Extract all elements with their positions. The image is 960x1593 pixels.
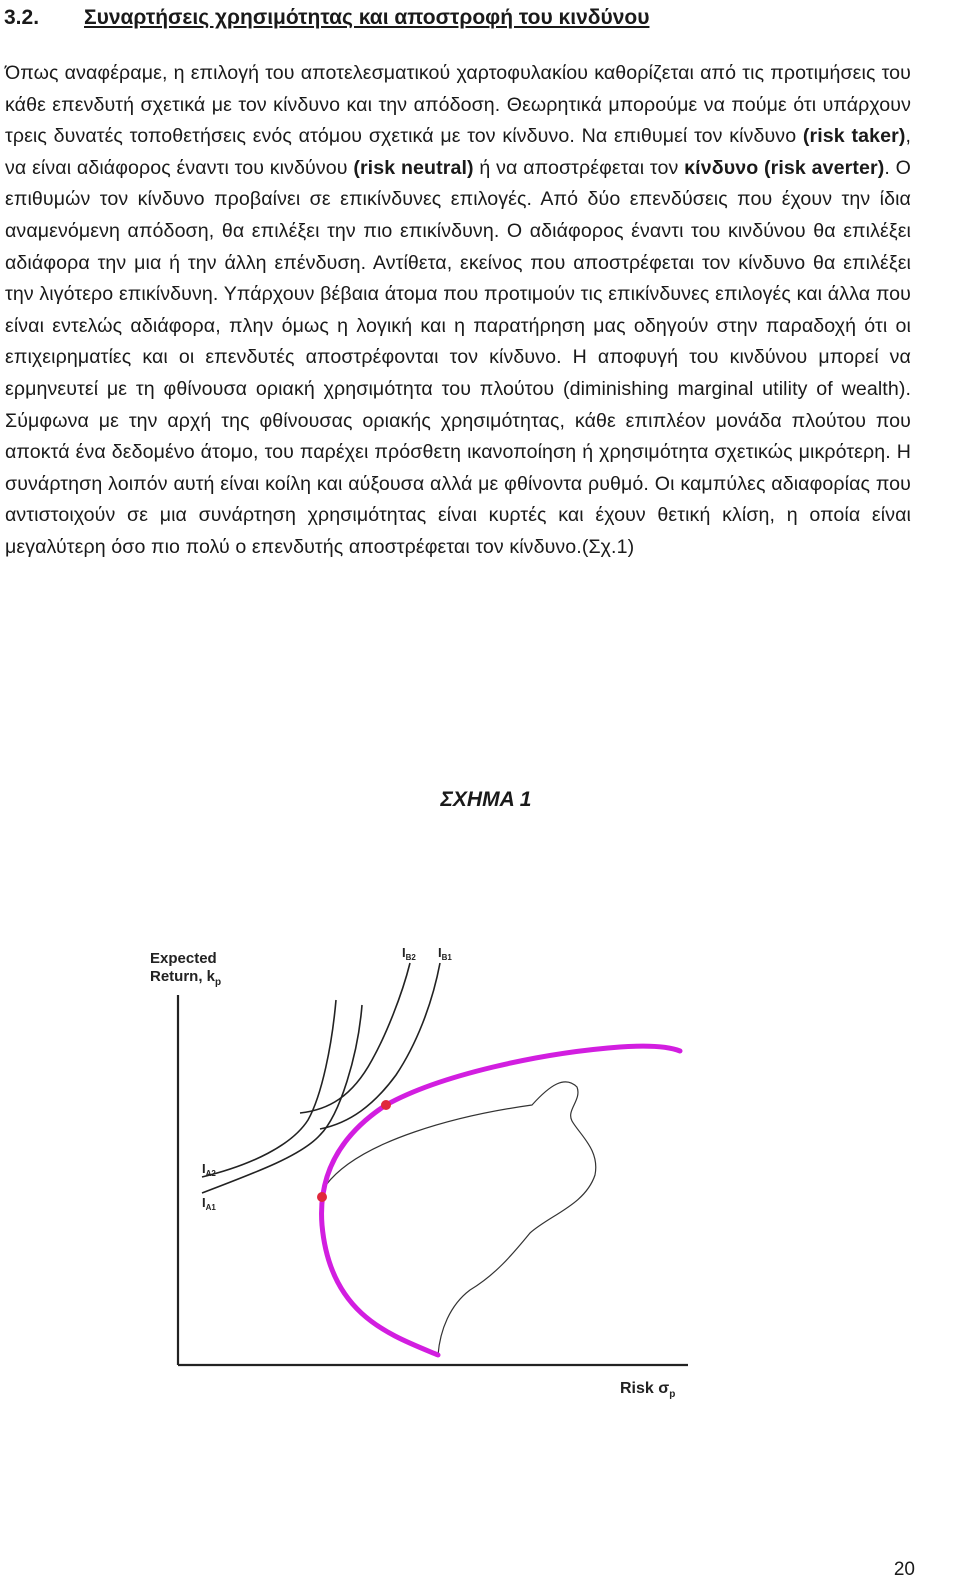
page-number: 20	[893, 1559, 915, 1580]
indifference-curves-figure	[140, 935, 720, 1435]
curve-label-a2-sub: A2	[205, 1169, 216, 1178]
section-heading	[0, 2, 960, 34]
y-axis-label-main: Return, k	[150, 968, 216, 985]
curve-label-a1-main: I	[202, 1195, 206, 1210]
text-run-3: ή να αποστρέφεται τον	[473, 156, 685, 179]
body-paragraph	[5, 58, 911, 564]
curve-label-a1-sub: A1	[205, 1203, 216, 1212]
tangent-point-b	[381, 1100, 391, 1110]
curve-label-b1	[438, 945, 452, 962]
indifference-curve-a2	[202, 1000, 336, 1177]
curve-label-b1-main: I	[438, 945, 442, 960]
curve-label-a2-main: I	[202, 1161, 206, 1176]
x-axis-label-main: Risk σ	[620, 1380, 670, 1397]
section-title: Συναρτήσεις χρησιμότητας και αποστροφή του κινδύνου	[84, 6, 650, 29]
figure-title: ΣΧΗΜΑ 1	[440, 788, 532, 811]
efficient-frontier	[322, 1046, 680, 1355]
tangent-point-a	[317, 1192, 327, 1202]
y-axis-label-line1: Expected	[150, 950, 217, 967]
curve-label-b2	[402, 945, 416, 962]
curve-label-a1	[202, 1195, 216, 1212]
x-axis-label-sub: p	[669, 1389, 676, 1400]
y-axis-label-line2	[150, 968, 221, 988]
term-risk-averter: κίνδυνο (risk averter)	[684, 156, 885, 179]
figure-title-wrap	[0, 788, 960, 812]
y-axis-label-sub: p	[215, 977, 222, 988]
curve-label-b2-sub: B2	[405, 953, 416, 962]
curve-label-a2	[202, 1161, 216, 1178]
curve-label-b2-main: I	[402, 945, 406, 960]
text-run-2: , να είναι αδιάφορος έναντι του κινδύνου	[5, 125, 911, 179]
text-run-1: Όπως αναφέραμε, η επιλογή του αποτελεσματικού χαρτοφυλακίου καθορίζεται από τις προτιμήσεις του κάθε επενδυτή σχετικά με τον κίνδυνο και την απόδοση. Θεωρητικά μπορούμε να πούμε ότι υπάρχουν τρεις δυνατές τοποθετήσεις ενός ατόμου σχετικά με τον κίνδυνο. Να επιθυμεί τον κίνδυνο	[5, 62, 911, 148]
indifference-curve-b2	[300, 963, 410, 1113]
text-run-4: . Ο επιθυμών τον κίνδυνο προβαίνει σε επικίνδυνες επιλογές. Από δύο επενδύσεις που έχουν την ίδια αναμενόμενη απόδοση, θα επιλέξει την πιο επικίνδυνη. Ο αδιάφορος έναντι του κινδύνου θα επιλέξει αδιάφορα την μια ή την άλλη επένδυση. Αντίθετα, εκείνος που αποστρέφεται τον κίνδυνο θα επιλέξει την λιγότερο επικίνδυνη. Υπάρχουν βέβαια άτομα που προτιμούν τις επικίνδυνες επιλογές και άλλα που είναι εντελώς αδιάφορα, πλην όμως η λογική και η παρατήρηση μας οδηγούν στην παραδοχή ότι οι επιχειρηματίες και οι επενδυτές αποστρέφονται τον κίνδυνο. Η αποφυγή του κινδύνου μπορεί να ερμηνευτεί με τη φθίνουσα οριακή χρησιμότητα του πλούτου (diminishing marginal utility of wealth). Σύμφωνα με την αρχή της φθίνουσας οριακής χρησιμότητας, κάθε επιπλέον μονάδα πλούτου που αποκτά ένα δεδομένο άτομο, του παρέχει πρόσθετη ικανοποίηση ή χρησιμότητα σχετικώς μικρότερη. Η συνάρτηση λοιπόν αυτή είναι κοίλη και αύξουσα αλλά με φθίνοντα ρυθμό. Οι καμπύλες αδιαφορίας που αντιστοιχούν σε μια συνάρτηση χρησιμότητας είναι κυρτές και έχουν θετική κλίση, η οποία είναι μεγαλύτερη όσο πιο πολύ ο επενδυτής αποστρέφεται τον κίνδυνο.(Σχ.1)	[5, 156, 911, 558]
section-number: 3.2.	[4, 6, 40, 29]
x-axis-label	[620, 1380, 675, 1400]
curve-label-b1-sub: B1	[441, 953, 452, 962]
term-risk-taker: (risk taker)	[802, 125, 906, 148]
term-risk-neutral: (risk neutral)	[353, 156, 474, 179]
